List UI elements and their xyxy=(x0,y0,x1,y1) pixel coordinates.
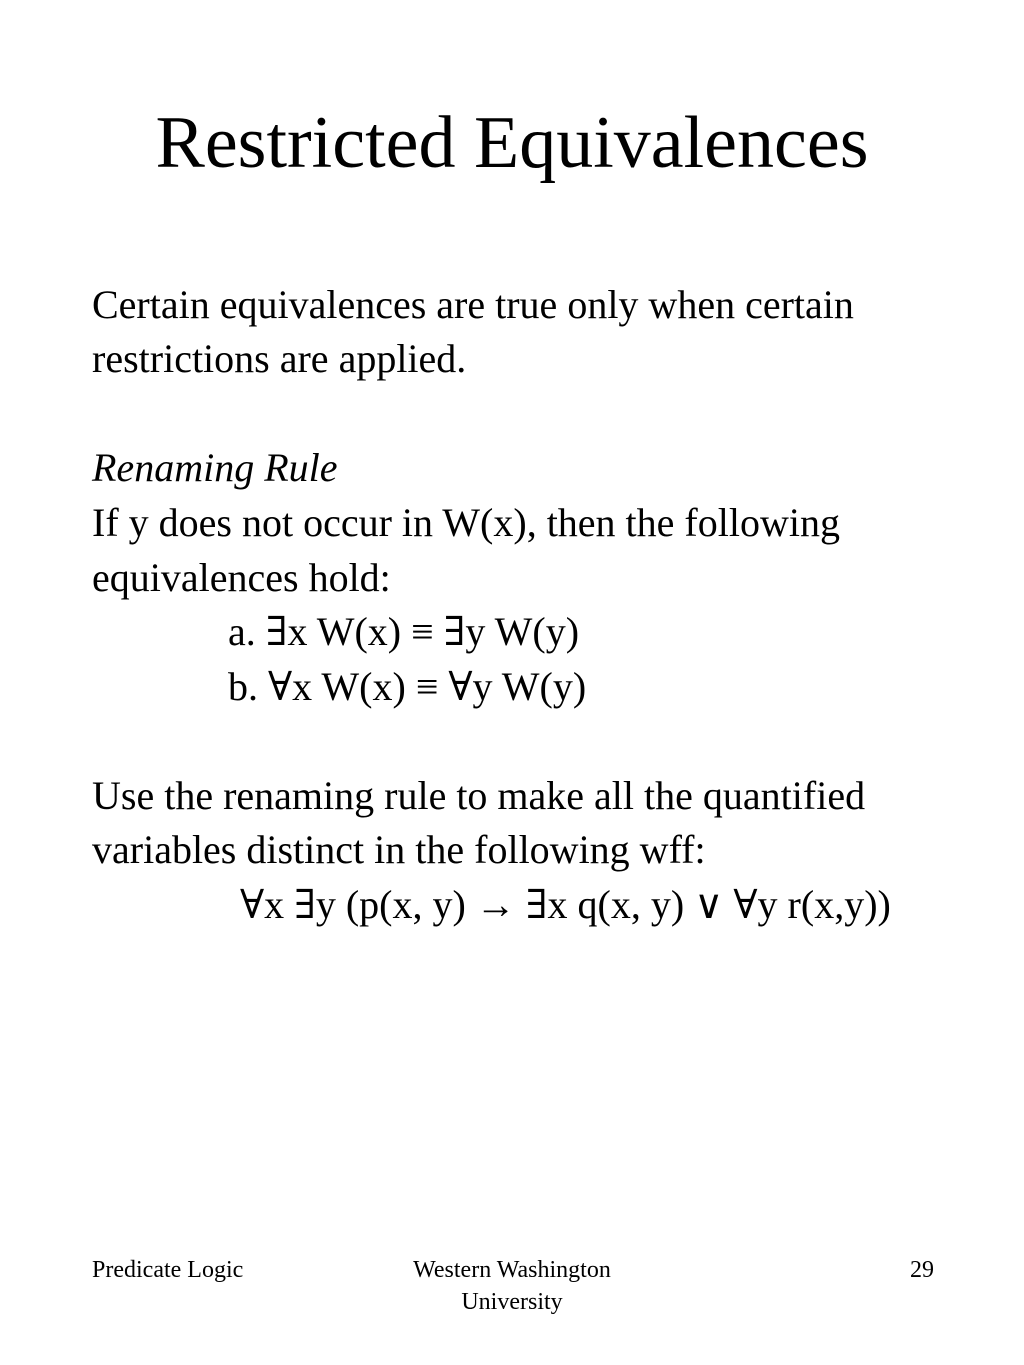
footer-institution-line-2: University xyxy=(461,1289,563,1315)
footer-page-number: 29 xyxy=(910,1257,934,1283)
slide-title: Restricted Equivalences xyxy=(155,102,869,184)
footer-course-name: Predicate Logic xyxy=(92,1257,244,1283)
intro-line-1: Certain equivalences are true only when certain xyxy=(92,282,854,327)
task-line-2: variables distinct in the following wff: xyxy=(92,827,706,872)
task-line-1: Use the renaming rule to make all the quantified xyxy=(92,773,866,818)
rule-name: Renaming Rule xyxy=(92,445,338,490)
equivalence-b: b. ∀x W(x) ≡ ∀y W(y) xyxy=(228,664,587,709)
intro-line-2: restrictions are applied. xyxy=(92,336,467,381)
rule-line-2: equivalences hold: xyxy=(92,555,391,600)
footer-institution xyxy=(352,1254,672,1318)
wff-formula: ∀x ∃y (p(x, y) → ∃x q(x, y) ∨ ∀y r(x,y)) xyxy=(240,882,891,927)
footer-institution-line-1: Western Washington xyxy=(413,1257,611,1283)
rule-line-1: If y does not occur in W(x), then the following xyxy=(92,500,840,545)
equivalence-a: a. ∃x W(x) ≡ ∃y W(y) xyxy=(228,609,580,654)
